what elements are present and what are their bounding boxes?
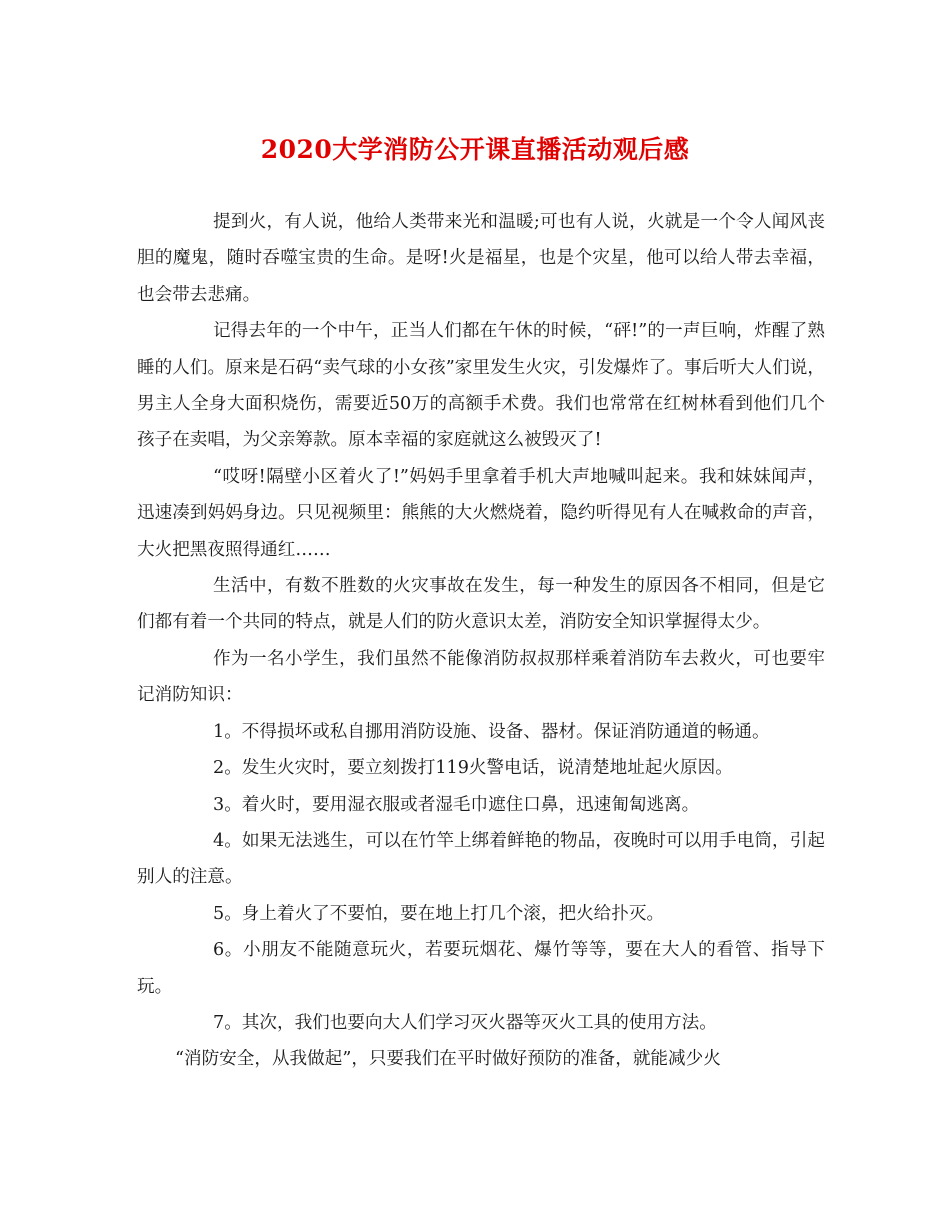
list-item-3: 3。着火时，要用湿衣服或者湿毛巾遮住口鼻，迅速匍匐逃离。 [213,794,700,815]
list-item-2: 2。发生火灾时，要立刻拨打119火警电话，说清楚地址起火原因。 [213,758,733,779]
list-item-6: 6。小朋友不能随意玩火，若要玩烟花、爆竹等等，要在大人的看管、指导下玩。 [137,940,825,997]
list-item-1: 1。不得损坏或私自挪用消防设施、设备、器材。保证消防通道的畅通。 [213,721,770,742]
list-item-5: 5。身上着火了不要怕，要在地上打几个滚，把火给扑灭。 [213,903,665,924]
list-item-7: 7。其次，我们也要向大人们学习灭火器等灭火工具的使用方法。 [213,1012,717,1033]
paragraph-daily-life: 生活中，有数不胜数的火灾事故在发生，每一种发生的原因各不相同，但是它们都有着一个共同的特点，就是人们的防火意识太差，消防安全知识掌握得太少。 [137,576,825,633]
document-body [137,204,825,1078]
paragraph-memory: 记得去年的一个中午，正当人们都在午休的时候，“砰!”的一声巨响，炸醒了熟睡的人们。原来是石码“卖气球的小女孩”家里发生火灾，引发爆炸了。事后听大人们说，男主人全身大面积烧伤，需要近50万的高额手术费。我们也常常在红树林看到他们几个孩子在卖唱，为父亲筹款。原本幸福的家庭就这么被毁灭了! [137,321,825,451]
paragraph-student: 作为一名小学生，我们虽然不能像消防叔叔那样乘着消防车去救火，可也要牢记消防知识： [137,648,825,706]
paragraph-intro: 提到火，有人说，他给人类带来光和温暖;可也有人说，火就是一个令人闻风丧胆的魔鬼，随时吞噬宝贵的生命。是呀!火是福星，也是个灾星，他可以给人带去幸福，也会带去悲痛。 [137,212,825,305]
paragraph-closing: “消防安全，从我做起”，只要我们在平时做好预防的准备，就能减少火 [175,1049,721,1070]
paragraph-neighbor-fire: “哎呀!隔壁小区着火了!”妈妈手里拿着手机大声地喊叫起来。我和妹妹闻声，迅速凑到妈妈身边。只见视频里：熊熊的大火燃烧着，隐约听得见有人在喊救命的声音，大火把黑夜照得通红…… [137,466,825,560]
document-title: 2020大学消防公开课直播活动观后感 [260,135,690,164]
list-item-4: 4。如果无法逃生，可以在竹竿上绑着鲜艳的物品，夜晚时可以用手电筒，引起别人的注意。 [137,830,825,888]
